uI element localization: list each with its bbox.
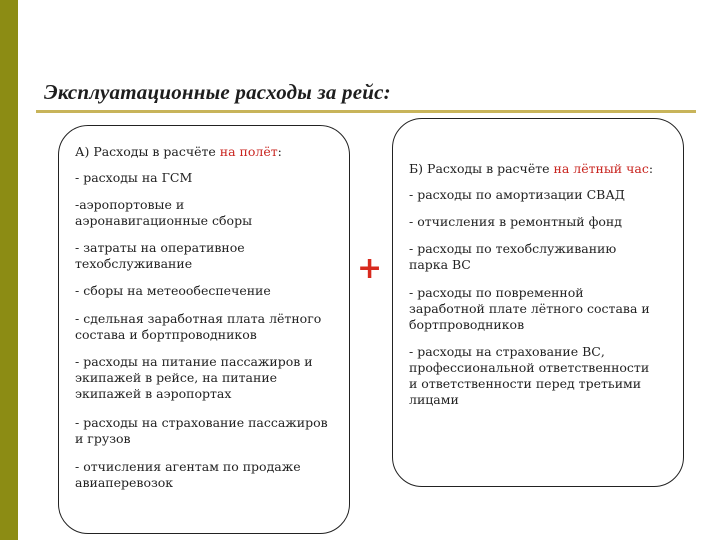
section-a-item-8: - отчисления агентам по продаже авиаперевозок — [75, 459, 301, 490]
section-b-item-3: - расходы по техобслуживанию парка ВС — [409, 241, 617, 272]
section-a-item-7: - расходы на страхование пассажиров и грузов — [75, 415, 328, 446]
section-b-item-2: - отчисления в ремонтный фонд — [409, 214, 622, 229]
section-a-item-5: - сдельная заработная плата лётного состава и бортпроводников — [75, 311, 322, 342]
section-a-header-accent: на полёт — [219, 144, 278, 159]
section-a-item-4: - сборы на метеообеспечение — [75, 283, 271, 298]
section-a-item-3: - затраты на оперативное техобслуживание — [75, 240, 245, 271]
section-a-box — [58, 125, 350, 534]
left-sidebar-bar — [0, 0, 18, 540]
section-a-item-1: - расходы на ГСМ — [75, 170, 193, 185]
section-a-header-suffix: : — [277, 144, 282, 159]
section-b-header-prefix: Б) Расходы в расчёте — [409, 161, 554, 176]
slide-title: Эксплуатационные расходы за рейс: — [44, 80, 391, 104]
section-a-item-6: - расходы на питание пассажиров и экипажей в рейсе, на питание экипажей в аэропортах — [75, 354, 313, 401]
section-b-item-5: - расходы на страхование ВС, профессиональной ответственности и ответственности перед третьими лицами — [409, 344, 650, 407]
section-b-header-suffix: : — [648, 161, 654, 176]
section-a-header — [75, 144, 347, 160]
section-b-item-1: - расходы по амортизации СВАД — [409, 187, 625, 202]
title-underline — [36, 110, 696, 113]
section-a-header-prefix: А) Расходы в расчёте — [75, 144, 220, 159]
section-b-header-accent: на лётный час — [553, 161, 649, 176]
section-b-item-4: - расходы по повременной заработной плате лётного состава и бортпроводников — [409, 285, 650, 332]
section-b-header — [409, 161, 671, 177]
section-b-box — [392, 118, 684, 487]
section-a-item-2: -аэропортовые и аэронавигационные сборы — [75, 197, 253, 228]
plus-sign: + — [357, 251, 383, 286]
